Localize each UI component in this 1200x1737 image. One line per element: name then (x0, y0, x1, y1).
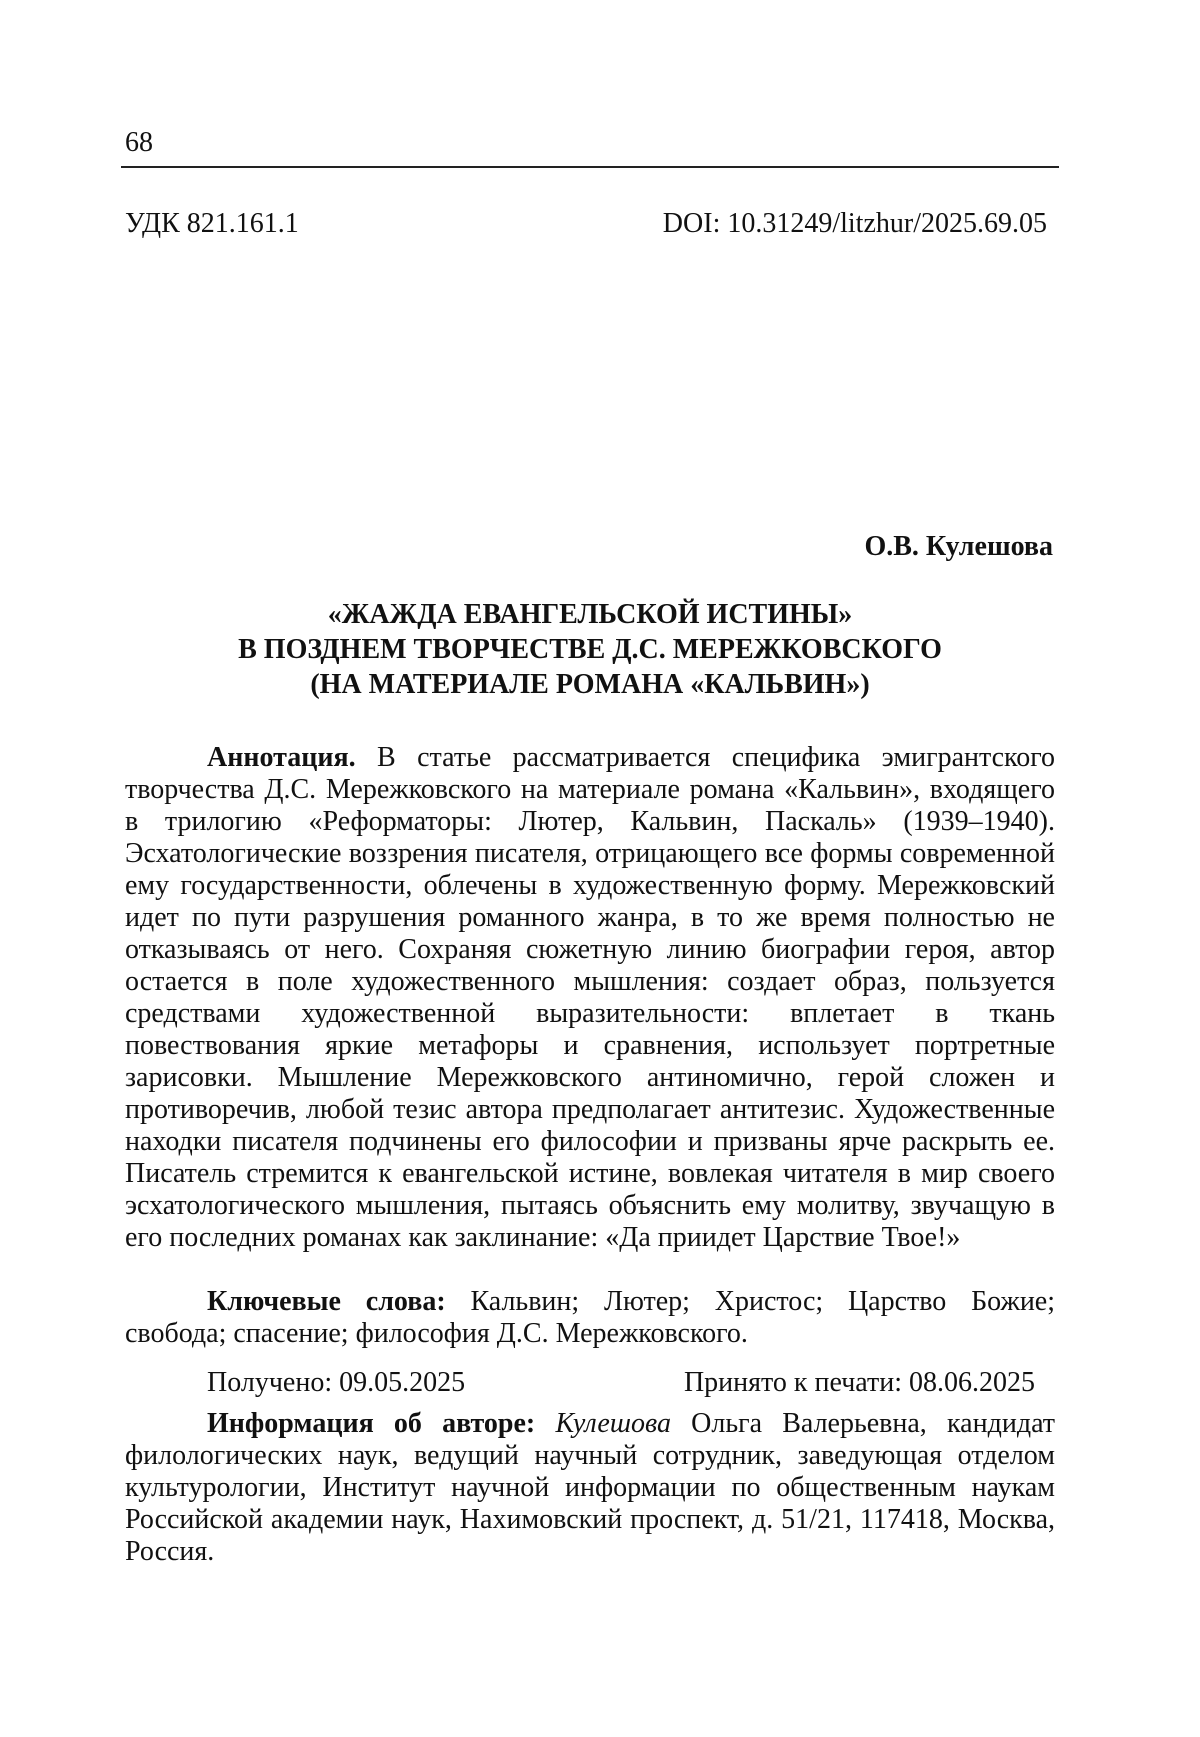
page-number: 68 (125, 127, 153, 158)
dates-row (207, 1367, 1035, 1399)
author-surname: Кулешова (555, 1408, 671, 1439)
abstract-paragraph (125, 742, 1055, 1254)
received-date: Получено: 09.05.2025 (207, 1367, 466, 1398)
keywords-text: Кальвин; Лютер; Христос; Царство Божие; свобода; спасение; философия Д.С. Мережковского. (125, 1286, 1056, 1349)
keywords-paragraph (125, 1286, 1055, 1350)
title-line-2: В ПОЗДНЕМ ТВОРЧЕСТВЕ Д.С. МЕРЕЖКОВСКОГО (238, 634, 942, 665)
identifiers-row (125, 207, 1047, 241)
udk-code: УДК 821.161.1 (125, 208, 299, 239)
author-name: О.В. Кулешова (864, 531, 1053, 562)
abstract-text: В статье рассматривается специфика эмигрантского творчества Д.С. Мережковского на материале романа «Кальвин», входящего в трилогию «Реформаторы: Лютер, Кальвин, Паскаль» (1939–1940). Эсхатологические воззрения писателя, отрицающего все формы современной ему государственности, облечены в художественную форму. Мережковский идет по пути разрушения романного жанра, в то же время полностью не отказываясь от него. Сохраняя сюжетную линию биографии героя, автор остается в поле художественного мышления: создает образ, пользуется средствами художественной выразительности: вплетает в ткань повествования яркие метафоры и сравнения, использует портретные зарисовки. Мышление Мережковского антиномично, герой сложен и противоречив, любой тезис автора предполагает антитезис. Художественные находки писателя подчинены его философии и призваны ярче раскрыть ее. Писатель стремится к евангельской истине, вовлекая читателя в мир своего эсхатологического мышления, пытаясь объяснить ему молитву, звучащую в его последних романах как заклинание: «Да приидет Царствие Твое!» (125, 742, 1056, 1253)
title-line-3: (НА МАТЕРИАЛЕ РОМАНА «КАЛЬВИН») (310, 669, 870, 700)
abstract-label: Аннотация. (207, 742, 356, 773)
author-info-label: Информация об авторе: (207, 1408, 536, 1439)
article-title (121, 597, 1059, 702)
author-info-paragraph (125, 1408, 1055, 1568)
keywords-label: Ключевые слова: (207, 1286, 446, 1317)
author-info-text: Ольга Валерьевна, кандидат филологических наук, ведущий научный сотрудник, заведующая отделом культурологии, Институт научной информации по общественным наукам Российской академии наук, Нахимовский проспект, д. 51/21, 117418, Москва, Россия. (125, 1408, 1056, 1567)
doi-code: DOI: 10.31249/litzhur/2025.69.05 (662, 208, 1047, 239)
header-rule (121, 166, 1059, 168)
accepted-date: Принято к печати: 08.06.2025 (683, 1367, 1035, 1398)
title-line-1: «ЖАЖДА ЕВАНГЕЛЬСКОЙ ИСТИНЫ» (327, 599, 853, 630)
